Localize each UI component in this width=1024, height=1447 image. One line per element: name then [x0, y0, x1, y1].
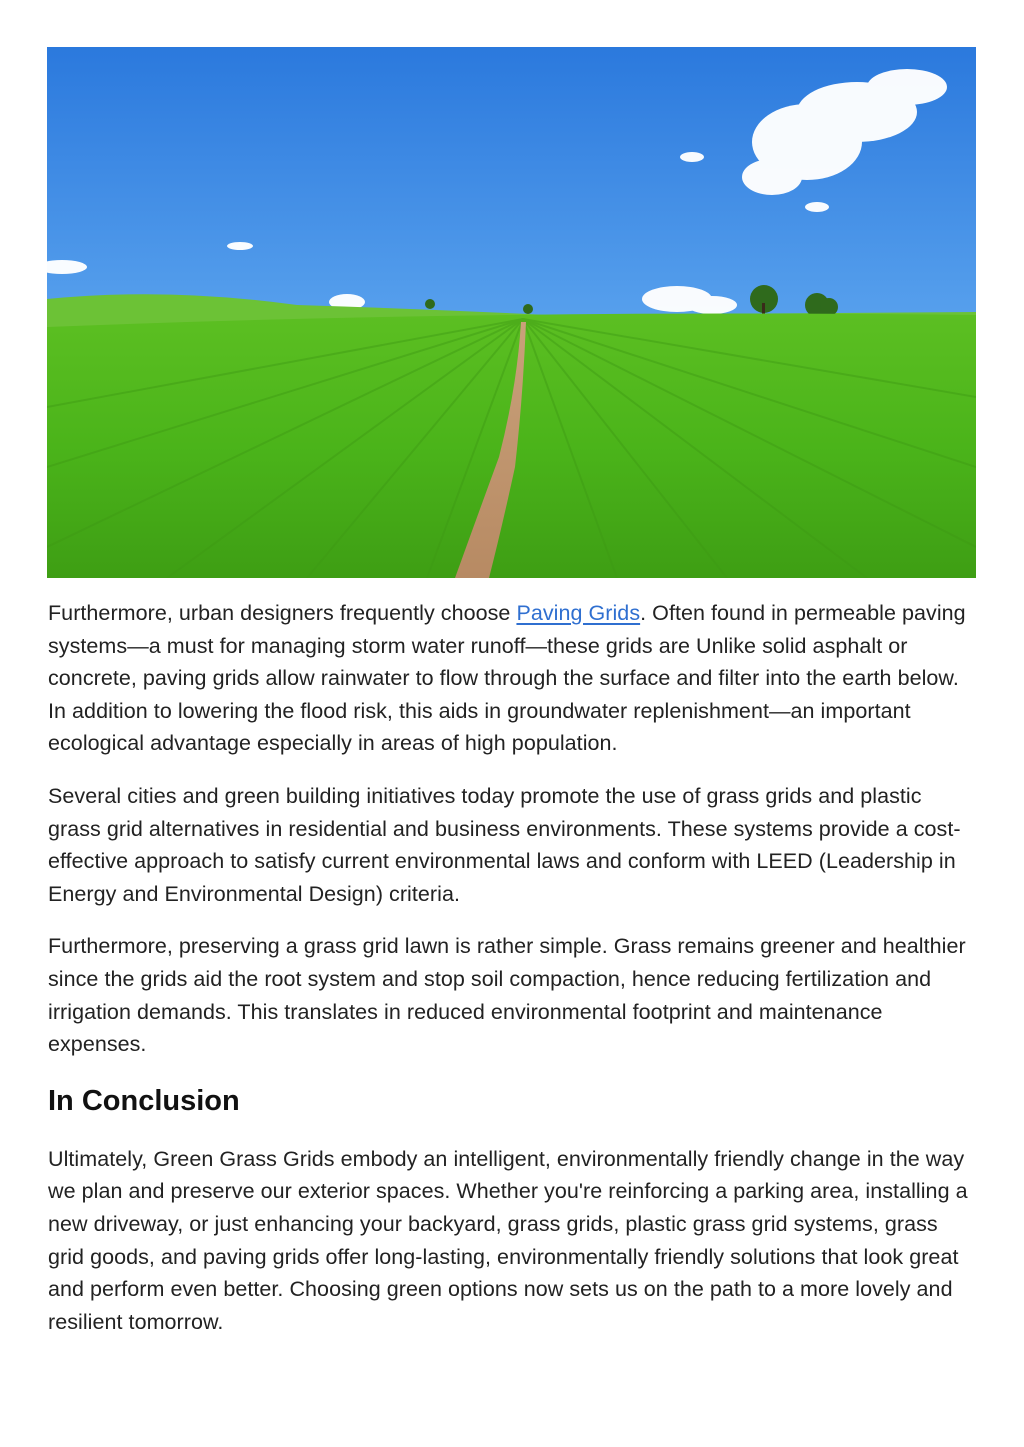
paving-grids-link[interactable]: Paving Grids [516, 601, 641, 625]
paragraph-text: . Often found in permeable paving systems—a must for managing storm water runoff—these grids are Unlike solid asphalt or concrete, paving grids allow rainwater to flow through the surface and filter into the earth below. In addition to lowering the flood risk, this aids in groundwater replenishment—an important ecological advantage especially in areas of high population. [48, 601, 966, 756]
grass-field-image [47, 47, 976, 578]
conclusion-heading: In Conclusion [48, 1084, 240, 1117]
paragraph-leed: Several cities and green building initiatives today promote the use of grass grids and plastic grass grid alternatives in residential and business environments. These systems provide a cost-effective approach to satisfy current environmental laws and conform with LEED (Leadership in Energy and Environmental Design) criteria. [48, 783, 961, 906]
landscape-illustration [47, 47, 976, 578]
article-body [48, 597, 978, 1358]
paragraph-conclusion: Ultimately, Green Grass Grids embody an intelligent, environmentally friendly change in the way we plan and preserve our exterior spaces. Whether you're reinforcing a parking area, installing a new driveway, or just enhancing your backyard, grass grids, plastic grass grid systems, grass grid goods, and paving grids offer long-lasting, environmentally friendly solutions that look great and perform even better. Choosing green options now sets us on the path to a more lovely and resilient tomorrow. [48, 1146, 968, 1334]
paragraph-paving-grids [48, 597, 978, 760]
paragraph-text: Furthermore, urban designers frequently choose [48, 601, 517, 625]
paragraph-maintenance: Furthermore, preserving a grass grid lawn is rather simple. Grass remains greener and healthier since the grids aid the root system and stop soil compaction, hence reducing fertilization and irrigation demands. This translates in reduced environmental footprint and maintenance expenses. [48, 934, 966, 1057]
